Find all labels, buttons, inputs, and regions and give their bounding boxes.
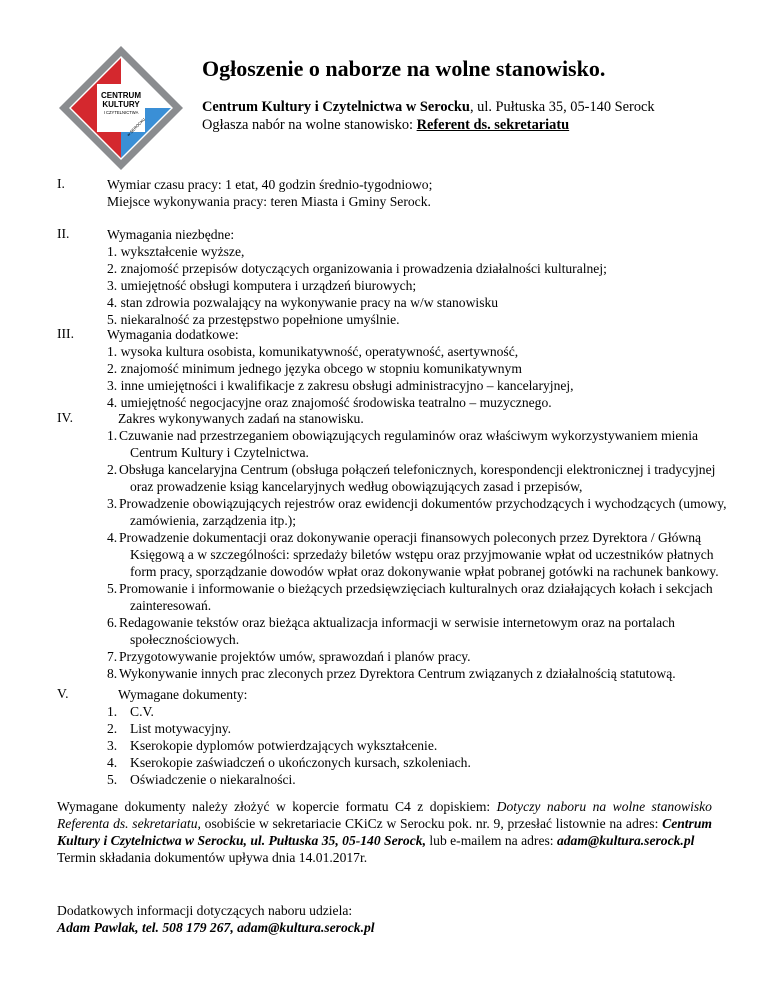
section-heading: Wymagane dokumenty: <box>118 687 248 702</box>
organization-logo <box>57 44 185 172</box>
list-item: 4. Kserokopie zaświadczeń o ukończonych kursach, szkoleniach. <box>107 755 471 770</box>
section-number: II. <box>57 226 70 241</box>
section-number: III. <box>57 326 74 341</box>
announcement-line <box>202 117 569 134</box>
list-item: 5. niekaralność za przestępstwo popełnione umyślnie. <box>107 312 400 327</box>
organization-name: Centrum Kultury i Czytelnictwa w Serocku <box>202 99 470 115</box>
list-item: 5. Oświadczenie o niekaralności. <box>107 772 296 787</box>
list-item: 1. wysoka kultura osobista, komunikatywność, operatywność, asertywność, <box>107 344 519 359</box>
list-item: 2. List motywacyjny. <box>107 721 232 736</box>
list-item: 6. Redagowanie tekstów oraz bieżąca aktualizacja informacji w serwisie internetowym oraz na portalach społecznościowych. <box>107 615 675 647</box>
list-item: 4. umiejętność negocjacyjne oraz znajomość środowiska teatralno – muzycznego. <box>107 395 552 410</box>
email-link[interactable]: adam@kultura.serock.pl <box>556 833 695 848</box>
contact-block <box>57 902 712 936</box>
deadline-text: Termin składania dokumentów upływa dnia 14.01.2017r. <box>57 850 368 865</box>
section-line: Wymiar czasu pracy: 1 etat, 40 godzin średnio-tygodniowo; <box>107 177 433 192</box>
list-item: 1. wykształcenie wyższe, <box>107 244 245 259</box>
section-heading: Wymagania dodatkowe: <box>107 327 239 342</box>
section-heading: Zakres wykonywanych zadań na stanowisku. <box>118 411 364 426</box>
logo-text-4: w SEROCKU <box>125 116 147 138</box>
list-item: 2. znajomość minimum jednego języka obcego w stopniu komunikatywnym <box>107 361 522 376</box>
list-item: 3. Kserokopie dyplomów potwierdzających wykształcenie. <box>107 738 438 753</box>
announcement-prefix: Ogłasza nabór na wolne stanowisko: <box>202 117 417 133</box>
list-item: 2. znajomość przepisów dotyczących organizowania i prowadzenia działalności kulturalnej; <box>107 261 607 276</box>
list-item: 4. stan zdrowia pozwalający na wykonywanie pracy na w/w stanowisku <box>107 295 499 310</box>
page-title: Ogłoszenie o naborze na wolne stanowisko. <box>202 56 606 81</box>
list-item: 1. Czuwanie nad przestrzeganiem obowiązujących regulaminów oraz właściwym wykorzystywaniem mienia Centrum Kultury i Czytelnictwa. <box>107 428 699 460</box>
list-item: 3. inne umiejętności i kwalifikacje z zakresu obsługi administracyjno – kancelaryjnej, <box>107 378 574 393</box>
section-number: I. <box>57 176 65 191</box>
list-item: 1. C.V. <box>107 704 154 719</box>
section-number: V. <box>57 686 69 701</box>
section-heading: Wymagania niezbędne: <box>107 227 235 242</box>
position-name: Referent ds. sekretariatu <box>416 117 570 133</box>
organization-line <box>202 99 655 116</box>
list-item: 7. Przygotowywanie projektów umów, sprawozdań i planów pracy. <box>107 649 471 664</box>
section-number: IV. <box>57 410 73 425</box>
list-item: 2. Obsługa kancelaryjna Centrum (obsługa połączeń telefonicznych, korespondencji elektronicznej i tradycyjnej oraz prowadzenie ksiąg kancelaryjnych według obowiązujących zasad i przepisów, <box>107 462 716 494</box>
list-item: 3. Prowadzenie obowiązujących rejestrów oraz ewidencji dokumentów przychodzących i wychodzących (umowy, zamówienia, zarządzenia itp.); <box>107 496 727 528</box>
section-line: Miejsce wykonywania pracy: teren Miasta i Gminy Serock. <box>107 194 431 209</box>
list-item: 4. Prowadzenie dokumentacji oraz dokonywanie operacji finansowych poleconych przez Dyrektora / Główną Księgową a w szczególności: sprzedaży biletów wstępu oraz przyjmowanie wpłat od uczestników płatnych form pracy, sporządzanie dowodów wpłat oraz dokonywanie wpłat pobranej gotówki na rachunek bankowy. <box>107 530 719 579</box>
logo-text-3: I CZYTELNICTWA <box>103 110 139 115</box>
organization-address: , ul. Pułtuska 35, 05-140 Serock <box>469 99 655 115</box>
logo-text-1: CENTRUM <box>101 91 141 100</box>
submission-instructions: Wymagane dokumenty należy złożyć w kopercie formatu C4 z dopiskiem: Dotyczy naboru na wolne stanowisko Referenta ds. sekretariatu, osobiście w sekretariacie CKiCz w Serocku pok. nr. 9, przesłać listownie na adres: Centrum Kultury i Czytelnictwa w Serocku, ul. Pułtuska 35, 05-140 Serock, lub e-mailem na adres: adam@kultura.serock.pl Termin składania dokumentów upływa dnia 14.01.2017r. <box>57 799 712 865</box>
list-item: 8. Wykonywanie innych prac zleconych przez Dyrektora Centrum związanych z działalnością statutową. <box>107 666 676 681</box>
contact-intro: Dodatkowych informacji dotyczących naboru udziela: <box>57 903 353 918</box>
list-item: 5. Promowanie i informowanie o bieżących przedsięwzięciach kulturalnych oraz działających kołach i sekcjach zainteresowań. <box>107 581 713 613</box>
contact-details: Adam Pawlak, tel. 508 179 267, adam@kultura.serock.pl <box>57 920 375 935</box>
list-item: 3. umiejętność obsługi komputera i urządzeń biurowych; <box>107 278 417 293</box>
logo-text-2: KULTURY <box>102 100 140 109</box>
